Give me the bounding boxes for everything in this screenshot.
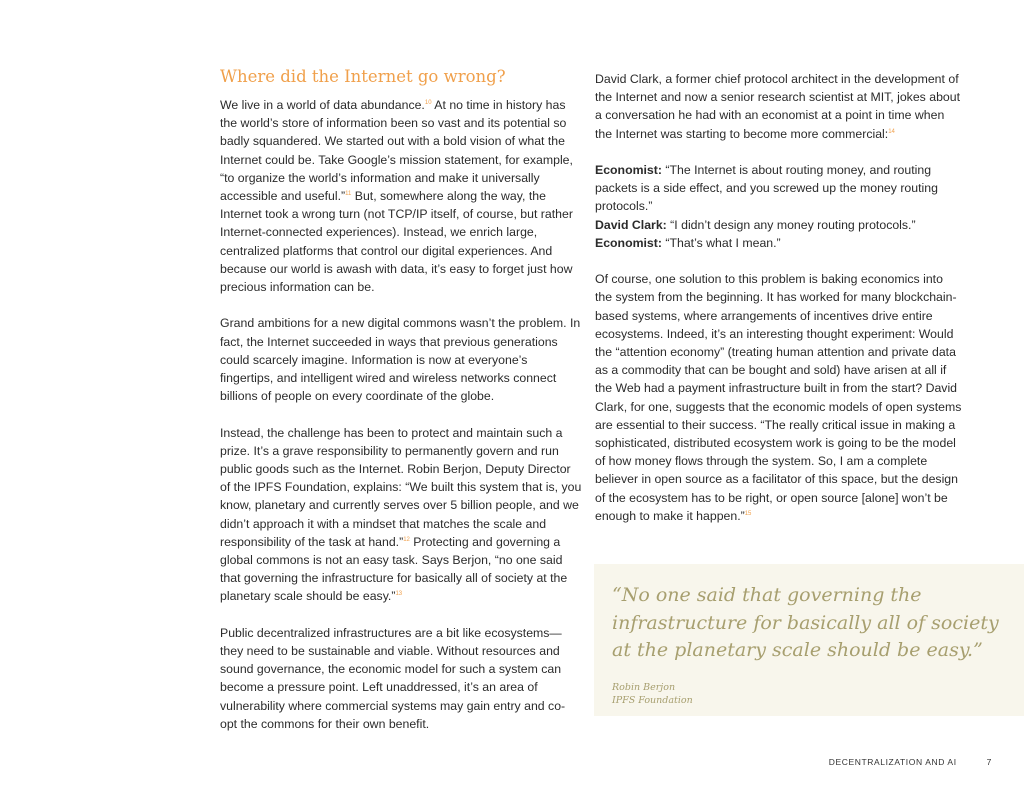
speaker-label: Economist: <box>595 163 662 177</box>
footnote-ref[interactable]: 10 <box>424 99 432 106</box>
paragraph-text: We live in a world of data abundance. <box>220 98 425 112</box>
paragraph <box>220 424 582 606</box>
pull-quote-attribution-name: Robin Berjon <box>612 681 676 693</box>
pull-quote-text: “No one said that governing the infrastructure for basically all of society at the planetary scale should be easy.” <box>612 584 999 661</box>
section-heading: Where did the Internet go wrong? <box>220 67 506 86</box>
paragraph-text: Instead, the challenge has been to protect and maintain such a prize. It’s a grave responsibility to permanently govern and run public goods such as the Internet. Robin Berjon, Deputy Director of the IPFS Foundation, explains: “We built this system that is, you know, planetary and currently serves over 5 billion people, and we didn’t approach it with a mindset that matches the scale and responsibility of the task at hand.” <box>220 425 582 549</box>
dialogue-line <box>595 161 963 216</box>
dialogue-text: “That’s what I mean.” <box>661 235 781 250</box>
paragraph-text: David Clark, a former chief protocol architect in the development of the Internet and now a senior research scientist at MIT, jokes about a conversation he had with an economist at a point in time when the Internet was starting to become more commercial: <box>595 72 961 141</box>
page-number: 7 <box>986 757 992 767</box>
paragraph <box>220 96 582 296</box>
speaker-label: Economist: <box>595 235 662 250</box>
page-footer <box>829 757 992 767</box>
pull-quote <box>594 564 1024 716</box>
paragraph: Public decentralized infrastructures are a bit like ecosystems—they need to be sustainable and viable. Without resources and sound governance, the economic model for such a system can become a pressure point. Left unaddressed, it’s an area of vulnerability where commercial systems may gain entry and co-opt the commons for their own benefit. <box>220 625 566 731</box>
left-column <box>220 66 582 751</box>
dialogue-text: “The Internet is about routing money, and routing packets is a side effect, and you screwed up the money routing protocols.” <box>595 163 938 214</box>
dialogue-line <box>595 234 963 252</box>
paragraph-text: At no time in history has the world’s store of information been so vast and its potential so badly squandered. We started out with a bold vision of what the Internet could be. Take Google’s mission statement, for example, “to organize the world’s information and make it universally accessible and useful.” <box>220 98 573 204</box>
paragraph <box>595 270 963 525</box>
footnote-ref[interactable]: 15 <box>744 510 752 517</box>
dialogue <box>595 161 963 252</box>
footnote-ref[interactable]: 12 <box>403 536 410 543</box>
paragraph <box>595 70 963 143</box>
right-column <box>595 70 963 543</box>
paragraph: Grand ambitions for a new digital commons wasn’t the problem. In fact, the Internet succeeded in ways that previous generations could scarcely imagine. Information is now at everyone’s fingertips, and intelligent wired and wireless networks connect billions of people on every coordinate of the globe. <box>220 316 581 404</box>
speaker-label: David Clark: <box>595 217 667 232</box>
paragraph-text: Of course, one solution to this problem is baking economics into the system from the beginning. It has worked for many blockchain-based systems, where arrangements of incentives drive entire ecosystems. Indeed, it’s an interesting thought experiment: Would the “attention economy” (treating human attention and private data as a commodity that can be bought and sold) have arisen at all if the Web had a payment infrastructure built in from the start? David Clark, for one, suggests that the economic models of open systems are essential to their success. “The really critical issue in making a sophisticated, distributed ecosystem work is going to be the model of how money flows through the system. So, I am a complete believer in open source as a facilitator of this space, but the design of the ecosystem has to be right, or open source [alone] won’t be enough to make it happen.” <box>595 272 962 523</box>
dialogue-line <box>595 216 963 234</box>
pull-quote-attribution-org: IPFS Foundation <box>612 694 693 706</box>
dialogue-text: “I didn’t design any money routing protocols.” <box>666 217 916 232</box>
paragraph-text: Protecting and governing a global commons is not an easy task. Says Berjon, “no one said that governing the infrastructure for basically all of society at the planetary scale should be easy.” <box>220 534 568 604</box>
footer-section-title: DECENTRALIZATION AND AI <box>828 757 957 767</box>
paragraph-text: But, somewhere along the way, the Internet took a wrong turn (not TCP/IP itself, of course, but rather Internet-connected experiences). Instead, we enrich large, centralized platforms that control our digital experiences. And because our world is awash with data, it’s easy to forget just how precious information can be. <box>220 189 573 295</box>
footnote-ref[interactable]: 13 <box>395 591 403 598</box>
footnote-ref[interactable]: 14 <box>888 128 895 135</box>
footnote-ref[interactable]: 11 <box>345 190 352 197</box>
